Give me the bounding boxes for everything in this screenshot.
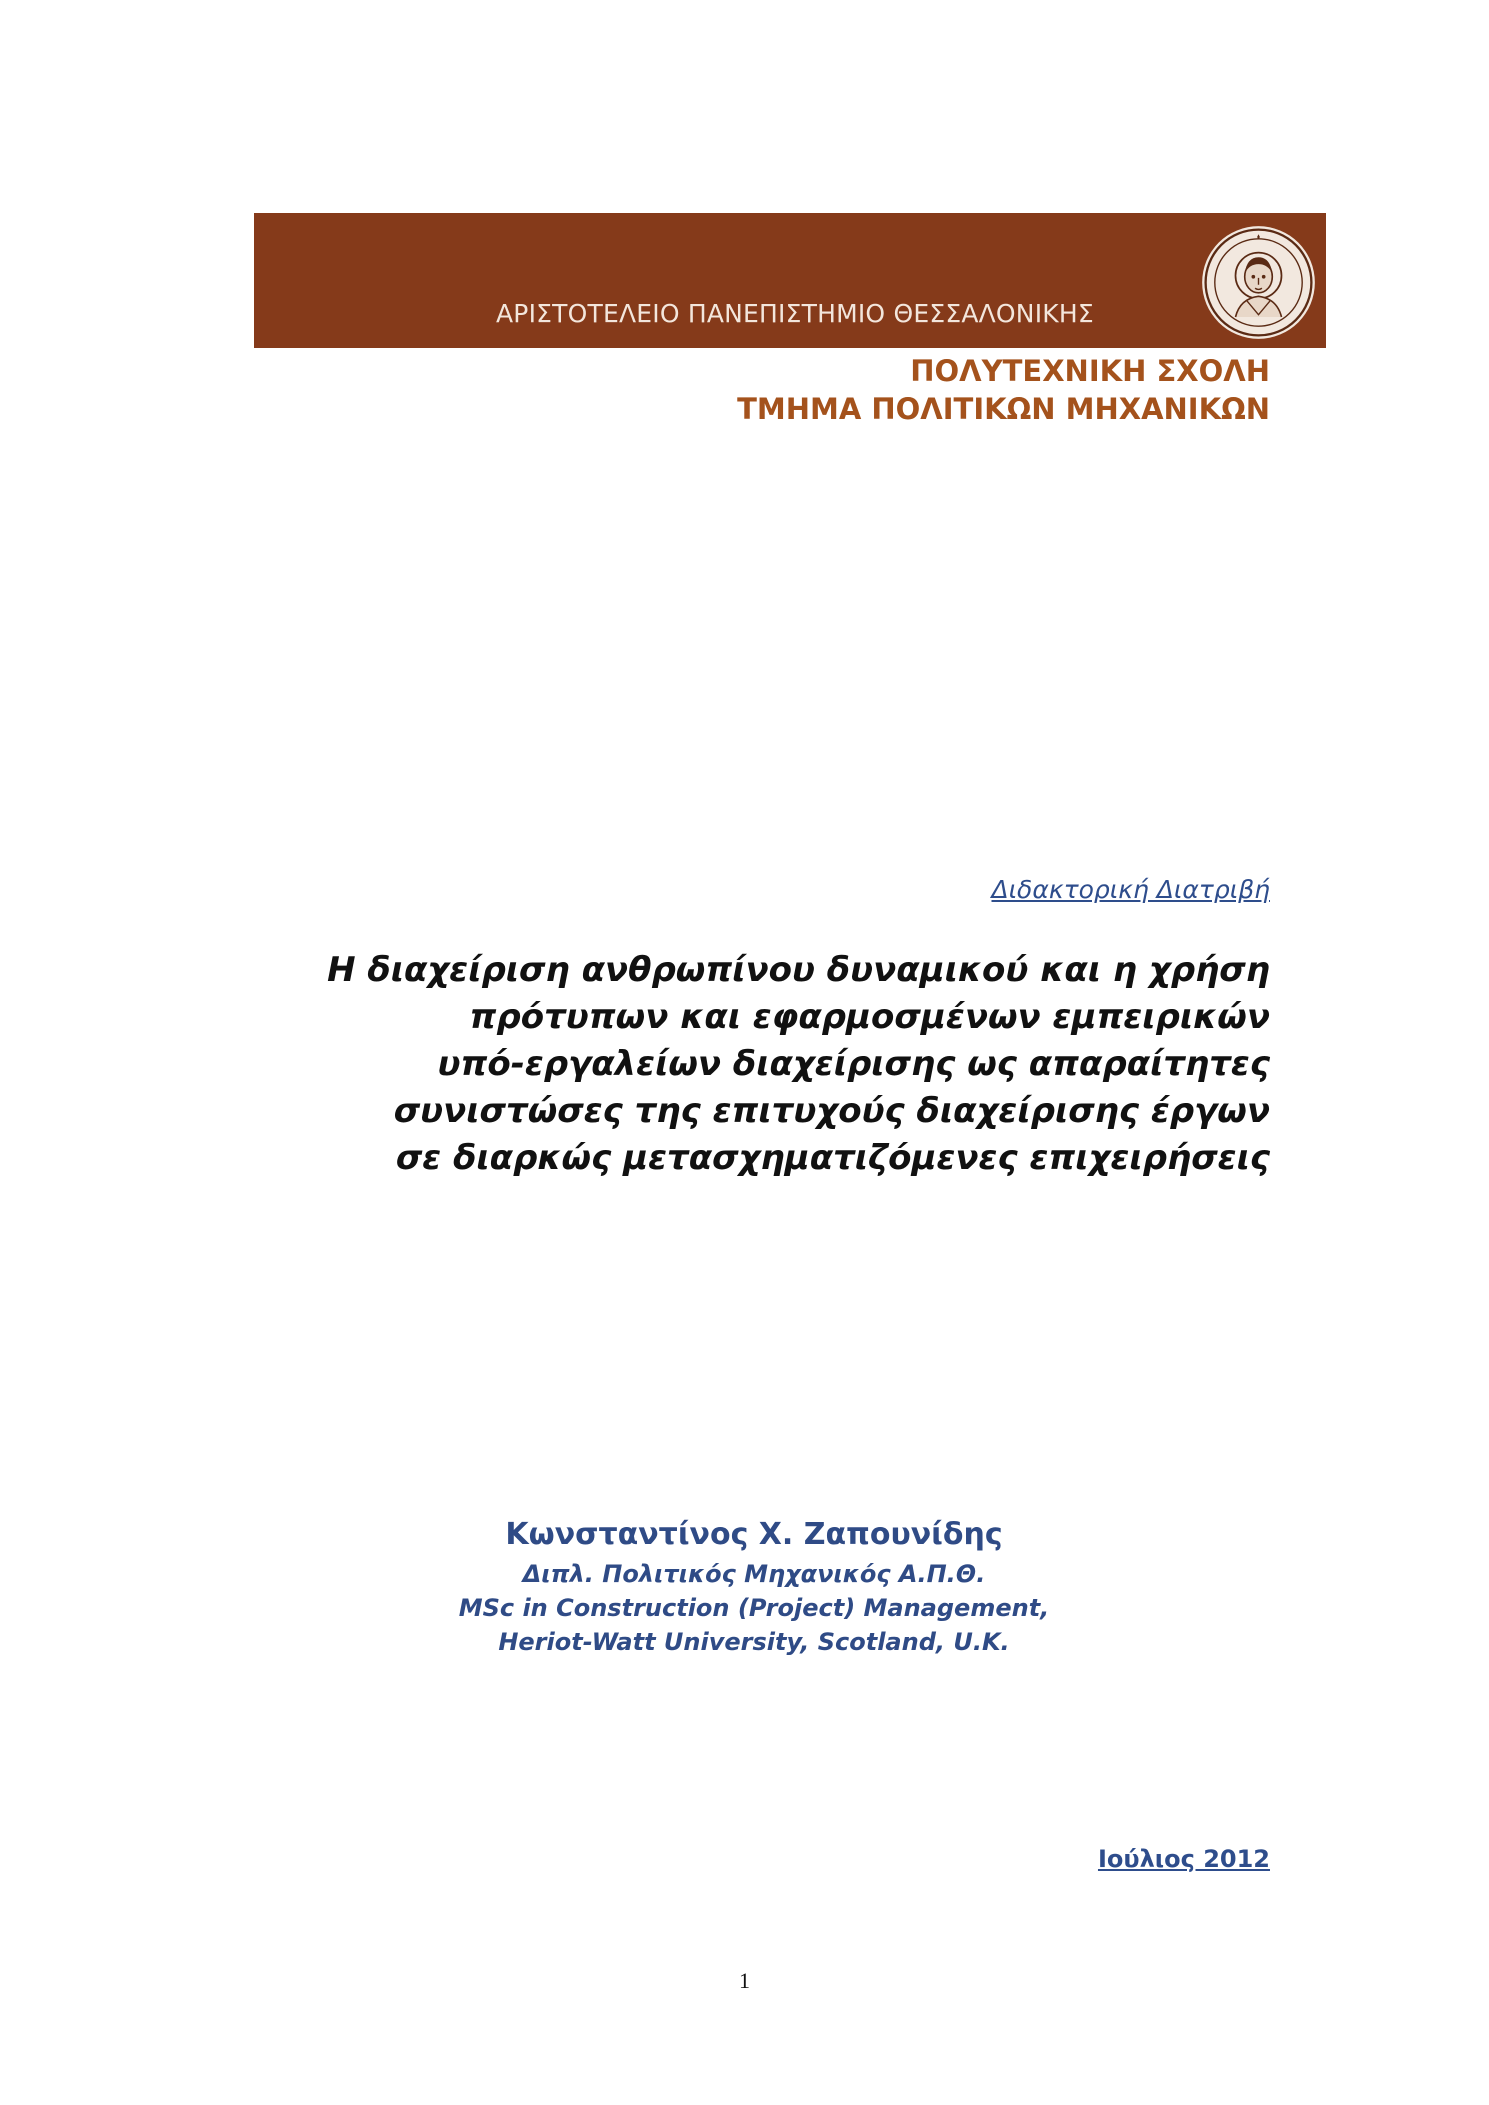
thesis-title <box>310 947 1270 1182</box>
author-credential: Heriot-Watt University, Scotland, U.K. <box>498 1628 1010 1656</box>
author-credential: Διπλ. Πολιτικός Μηχανικός Α.Π.Θ. <box>522 1560 986 1588</box>
author-name: Κωνσταντίνος Χ. Ζαπουνίδης <box>505 1517 1003 1552</box>
author-credential: MSc in Construction (Project) Management, <box>458 1594 1050 1622</box>
university-banner <box>254 213 1326 348</box>
thesis-title-line: υπό-εργαλείων διαχείρισης ως απαραίτητες <box>437 1044 1270 1084</box>
university-name: ΑΡΙΣΤΟΤΕΛΕΙΟ ΠΑΝΕΠΙΣΤΗΜΙΟ ΘΕΣΣΑΛΟΝΙΚΗΣ <box>496 299 1094 328</box>
thesis-title-line: συνιστώσες της επιτυχούς διαχείρισης έργων <box>393 1091 1270 1131</box>
thesis-title-line: Η διαχείριση ανθρωπίνου δυναμικού και η χρήση <box>327 950 1270 990</box>
author-block <box>254 1513 1254 1659</box>
department-name: ΤΜΗΜΑ ΠΟΛΙΤΙΚΩΝ ΜΗΧΑΝΙΚΩΝ <box>737 392 1270 426</box>
school-name: ΠΟΛΥΤΕΧΝΙΚΗ ΣΧΟΛΗ <box>910 354 1270 388</box>
thesis-title-line: σε διαρκώς μετασχηματιζόμενες επιχειρήσεις <box>395 1138 1270 1178</box>
submission-date: Ιούλιος 2012 <box>1097 1845 1270 1873</box>
aristotle-seal-icon <box>1201 225 1316 340</box>
page-number: 1 <box>739 1968 750 1993</box>
thesis-title-line: πρότυπων και εφαρμοσμένων εμπειρικών <box>469 997 1270 1037</box>
thesis-type-label: Διδακτορική Διατριβή <box>991 875 1270 904</box>
school-heading <box>737 352 1270 428</box>
